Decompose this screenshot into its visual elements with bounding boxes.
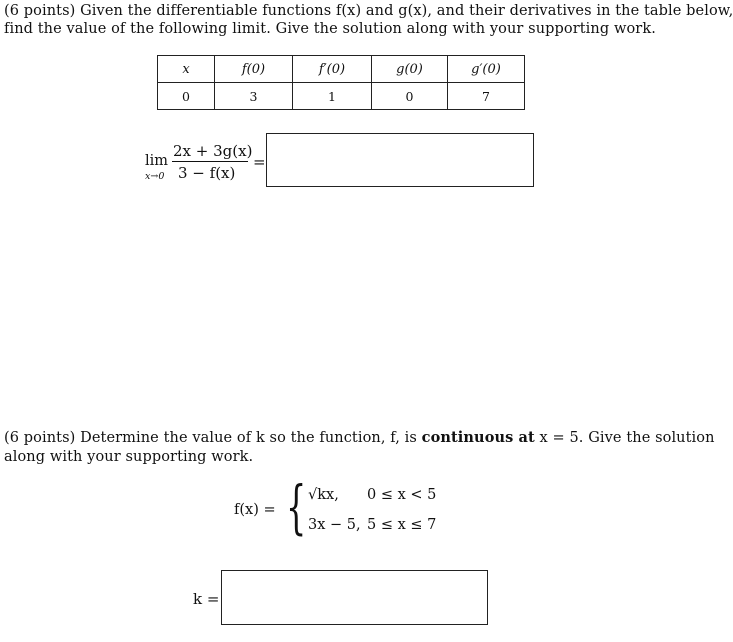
table-cell: 0 <box>158 83 215 110</box>
left-brace-icon: { <box>286 473 307 541</box>
table-header-cell: f′(0) <box>293 56 372 83</box>
problem2-line2: along with your supporting work. <box>4 449 254 465</box>
case1-expression: √kx, <box>308 487 339 503</box>
equals-sign: = <box>253 153 266 171</box>
lim-subscript: x→0 <box>145 171 165 182</box>
fraction-denominator: 3 − f(x) <box>178 164 236 182</box>
limit-expression <box>145 140 270 190</box>
table-header-cell: f(0) <box>215 56 293 83</box>
problem2-line1-suffix: x = 5. Give the solution <box>539 430 715 446</box>
case2-expression: 3x − 5, <box>308 517 361 533</box>
table-header-row <box>158 56 525 83</box>
limit-answer-box[interactable] <box>266 133 534 187</box>
fraction-numerator: 2x + 3g(x) <box>173 142 253 160</box>
table-cell: 0 <box>372 83 448 110</box>
problem2-line1 <box>4 428 715 448</box>
table-header-cell: g′(0) <box>448 56 525 83</box>
table-row <box>158 83 525 110</box>
case2-condition: 5 ≤ x ≤ 7 <box>367 517 437 533</box>
piecewise-function <box>234 473 454 544</box>
k-label: k = <box>193 590 220 608</box>
k-answer-box[interactable] <box>221 570 488 625</box>
problem1-line1: (6 points) Given the differentiable functions f(x) and g(x), and their derivatives in the table below, <box>4 3 733 19</box>
piecewise-lhs: f(x) = <box>234 502 276 518</box>
table-header-cell: x <box>158 56 215 83</box>
fraction-bar <box>172 161 248 162</box>
table-cell: 7 <box>448 83 525 110</box>
derivative-table <box>157 55 525 110</box>
lim-operator: lim <box>145 153 169 169</box>
table-cell: 3 <box>215 83 293 110</box>
case1-condition: 0 ≤ x < 5 <box>367 487 437 503</box>
table-cell: 1 <box>293 83 372 110</box>
table-header-cell: g(0) <box>372 56 448 83</box>
problem2-line1-prefix: (6 points) Determine the value of k so the function, f, is <box>4 430 417 446</box>
problem2-line1-bold: continuous at <box>421 429 535 446</box>
problem1-line2: find the value of the following limit. Give the solution along with your supporting work. <box>4 21 656 37</box>
